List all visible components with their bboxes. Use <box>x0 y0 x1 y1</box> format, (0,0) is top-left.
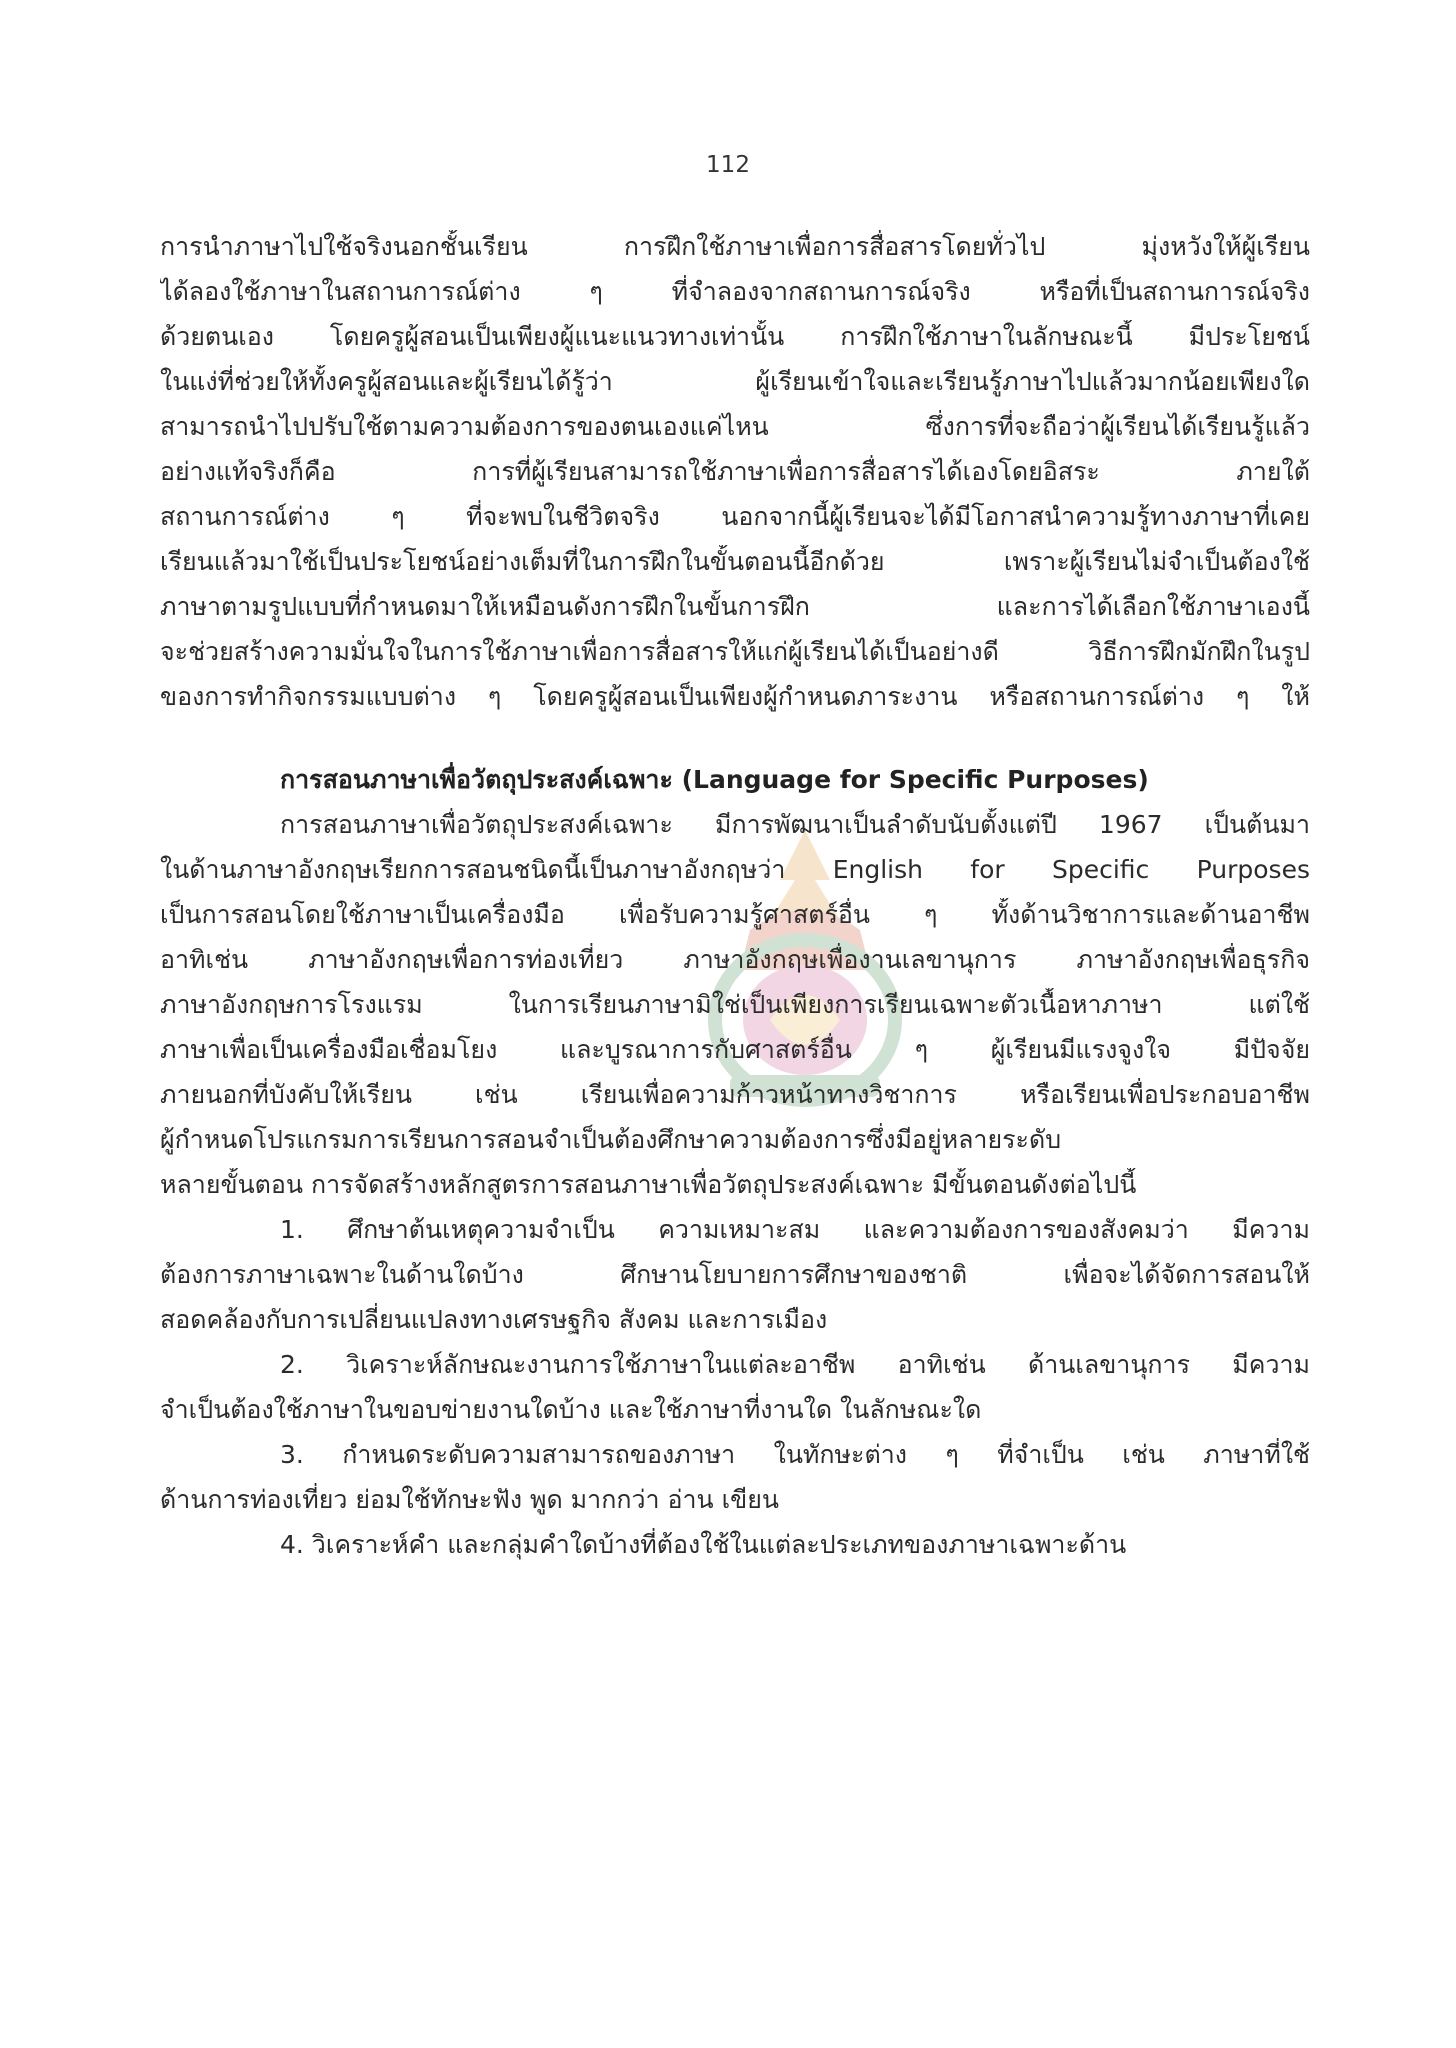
list-item-4 <box>160 1528 1310 1573</box>
text-line: สถานการณ์ต่าง ๆ ที่จะพบในชีวิตจริง นอกจากนี้ผู้เรียนจะได้มีโอกาสนำความรู้ทางภาษาที่เคย <box>160 502 1310 531</box>
text-line: ด้วยตนเอง โดยครูผู้สอนเป็นเพียงผู้แนะแนวทางเท่านั้น การฝึกใช้ภาษาในลักษณะนี้ มีประโยชน์ <box>160 322 1310 351</box>
text-line: ภายนอกที่บังคับให้เรียน เช่น เรียนเพื่อความก้าวหน้าทางวิชาการ หรือเรียนเพื่อประกอบอาชีพ <box>160 1080 1310 1109</box>
text-line: 3. กำหนดระดับความสามารถของภาษา ในทักษะต่าง ๆ ที่จำเป็น เช่น ภาษาที่ใช้ <box>280 1440 1310 1469</box>
text-line: ภาษาเพื่อเป็นเครื่องมือเชื่อมโยง และบูรณาการกับศาสตร์อื่น ๆ ผู้เรียนมีแรงจูงใจ มีปัจจัย <box>160 1035 1310 1064</box>
text-line: อาทิเช่น ภาษาอังกฤษเพื่อการท่องเที่ยว ภาษาอังกฤษเพื่องานเลขานุการ ภาษาอังกฤษเพื่อธุรกิจ <box>160 945 1310 974</box>
text-line: จะช่วยสร้างความมั่นใจในการใช้ภาษาเพื่อการสื่อสารให้แก่ผู้เรียนได้เป็นอย่างดี วิธีการฝึกมักฝึกในรูป <box>160 637 1310 666</box>
text-line: จำเป็นต้องใช้ภาษาในขอบข่ายงานใดบ้าง และใช้ภาษาที่งานใด ในลักษณะใด <box>160 1395 982 1424</box>
text-line: ภาษาตามรูปแบบที่กำหนดมาให้เหมือนดังการฝึกในขั้นการฝึก และการได้เลือกใช้ภาษาเองนี้ <box>160 592 1310 621</box>
text-line: สามารถนำไปปรับใช้ตามความต้องการของตนเองแค่ไหน ซึ่งการที่จะถือว่าผู้เรียนได้เรียนรู้แล้ว <box>160 412 1310 441</box>
text-line: หลายขั้นตอน การจัดสร้างหลักสูตรการสอนภาษาเพื่อวัตถุประสงค์เฉพาะ มีขั้นตอนดังต่อไปนี้ <box>160 1170 1137 1199</box>
text-line: สอดคล้องกับการเปลี่ยนแปลงทางเศรษฐกิจ สังคม และการเมือง <box>160 1305 828 1334</box>
text-line: ภาษาอังกฤษการโรงแรม ในการเรียนภาษามิใช่เป็นเพียงการเรียนเฉพาะตัวเนื้อหาภาษา แต่ใช้ <box>160 990 1310 1019</box>
text-line: ด้านการท่องเที่ยว ย่อมใช้ทักษะฟัง พูด มากกว่า อ่าน เขียน <box>160 1485 779 1514</box>
text-line: ในด้านภาษาอังกฤษเรียกการสอนชนิดนี้เป็นภาษาอังกฤษว่า English for Specific Purposes <box>160 855 1310 884</box>
text-line: 4. วิเคราะห์คำ และกลุ่มคำใดบ้างที่ต้องใช้ในแต่ละประเภทของภาษาเฉพาะด้าน <box>280 1530 1127 1559</box>
list-item-2 <box>160 1348 1310 1438</box>
page-number: 112 <box>706 152 750 178</box>
text-line: เรียนแล้วมาใช้เป็นประโยชน์อย่างเต็มที่ในการฝึกในขั้นตอนนี้อีกด้วย เพราะผู้เรียนไม่จำเป็นต้องใช้ <box>160 547 1310 576</box>
text-line: ในแง่ที่ช่วยให้ทั้งครูผู้สอนและผู้เรียนได้รู้ว่า ผู้เรียนเข้าใจและเรียนรู้ภาษาไปแล้วมากน้อยเพียงใด <box>160 367 1310 396</box>
document-body <box>160 230 1310 1573</box>
paragraph-continuation <box>160 230 1310 725</box>
text-line: การนำภาษาไปใช้จริงนอกชั้นเรียน การฝึกใช้ภาษาเพื่อการสื่อสารโดยทั่วไป มุ่งหวังให้ผู้เรียน <box>160 232 1310 261</box>
text-line: เป็นการสอนโดยใช้ภาษาเป็นเครื่องมือ เพื่อรับความรู้ศาสตร์อื่น ๆ ทั้งด้านวิชาการและด้านอาชีพ <box>160 900 1310 929</box>
list-item-1 <box>160 1213 1310 1348</box>
text-line: ผู้กำหนดโปรแกรมการเรียนการสอนจำเป็นต้องศึกษาความต้องการซึ่งมีอยู่หลายระดับ <box>160 1125 1062 1154</box>
text-line: ของการทำกิจกรรมแบบต่าง ๆ โดยครูผู้สอนเป็นเพียงผู้กำหนดภาระงาน หรือสถานการณ์ต่าง ๆ ให้ <box>160 682 1310 711</box>
section-heading: การสอนภาษาเพื่อวัตถุประสงค์เฉพาะ (Language for Specific Purposes) <box>280 765 1149 794</box>
text-line: ได้ลองใช้ภาษาในสถานการณ์ต่าง ๆ ที่จำลองจากสถานการณ์จริง หรือที่เป็นสถานการณ์จริง <box>160 277 1310 306</box>
list-item-3 <box>160 1438 1310 1528</box>
text-line: 2. วิเคราะห์ลักษณะงานการใช้ภาษาในแต่ละอาชีพ อาทิเช่น ด้านเลขานุการ มีความ <box>280 1350 1310 1379</box>
text-line: ต้องการภาษาเฉพาะในด้านใดบ้าง ศึกษานโยบายการศึกษาของชาติ เพื่อจะได้จัดการสอนให้ <box>160 1260 1310 1289</box>
text-line: อย่างแท้จริงก็คือ การที่ผู้เรียนสามารถใช้ภาษาเพื่อการสื่อสารได้เองโดยอิสระ ภายใต้ <box>160 457 1310 486</box>
paragraph-lsp <box>160 808 1310 1213</box>
text-line: การสอนภาษาเพื่อวัตถุประสงค์เฉพาะ มีการพัฒนาเป็นลำดับนับตั้งแต่ปี 1967 เป็นต้นมา <box>280 810 1310 839</box>
text-line: 1. ศึกษาต้นเหตุความจำเป็น ความเหมาะสม และความต้องการของสังคมว่า มีความ <box>280 1215 1310 1244</box>
